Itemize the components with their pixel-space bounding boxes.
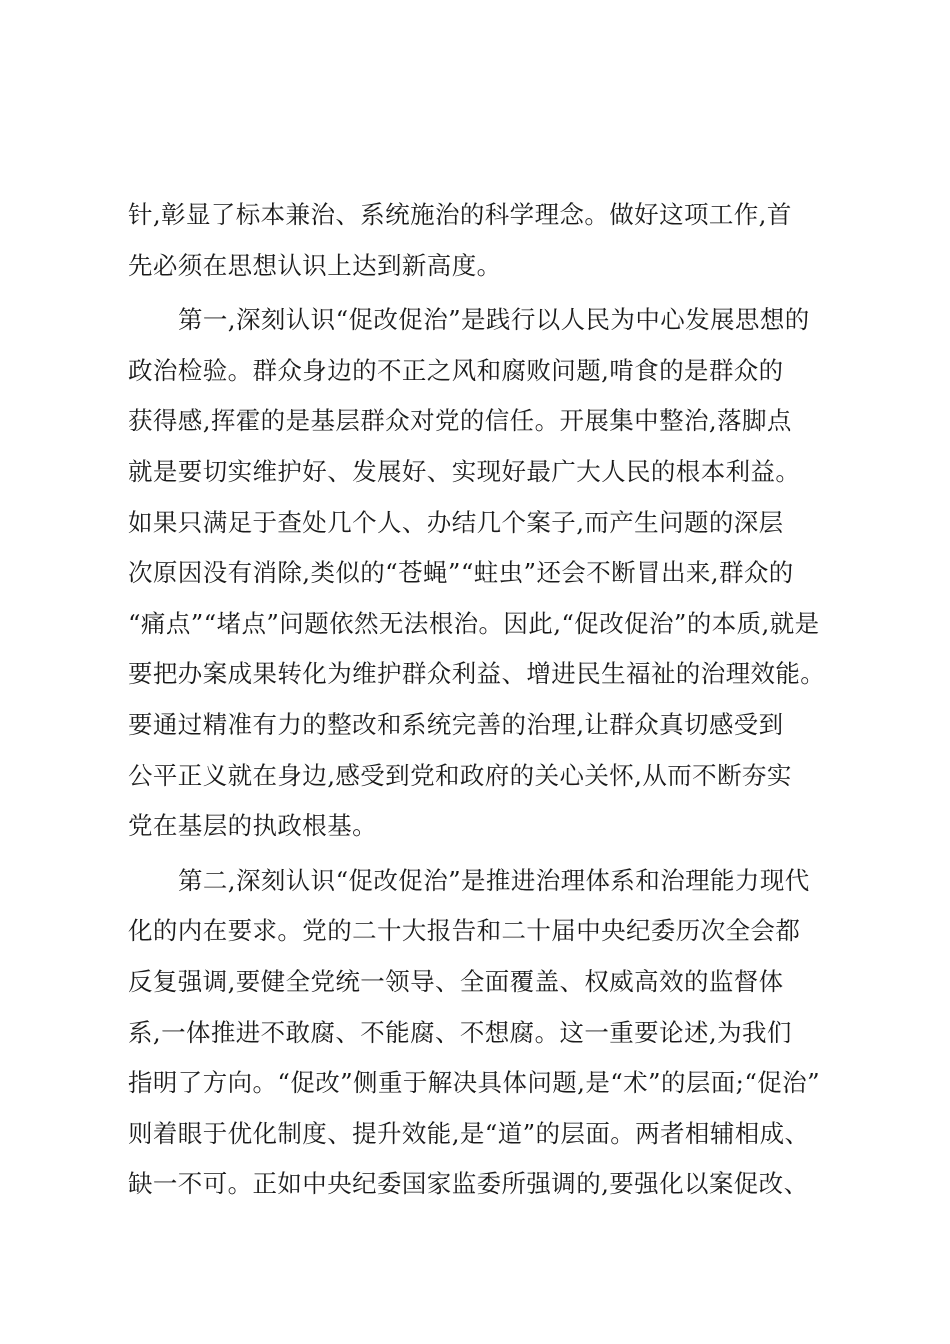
text-line: 化的内在要求。党的二十大报告和二十届中央纪委历次全会都 <box>128 916 801 946</box>
text-line: 公平正义就在身边,感受到党和政府的关心关怀,从而不断夯实 <box>128 760 792 790</box>
text-line: 就是要切实维护好、发展好、实现好最广大人民的根本利益。 <box>128 456 801 486</box>
text-line: 党在基层的执政根基。 <box>128 811 377 841</box>
text-line: 第一,深刻认识“促改促治”是践行以人民为中心发展思想的 <box>178 305 810 335</box>
text-line: 要通过精准有力的整改和系统完善的治理,让群众真切感受到 <box>128 709 784 739</box>
text-line: 获得感,挥霍的是基层群众对党的信任。开展集中整治,落脚点 <box>128 406 792 436</box>
text-line: 政治检验。群众身边的不正之风和腐败问题,啃食的是群众的 <box>128 355 784 385</box>
text-line: “痛点”“堵点”问题依然无法根治。因此,“促改促治”的本质,就是 <box>128 608 820 638</box>
paragraph-3 <box>128 856 838 1210</box>
text-line: 第二,深刻认识“促改促治”是推进治理体系和治理能力现代 <box>178 865 810 895</box>
text-line: 如果只满足于查处几个人、办结几个案子,而产生问题的深层 <box>128 507 784 537</box>
text-line: 反复强调,要健全党统一领导、全面覆盖、权威高效的监督体 <box>128 966 784 996</box>
paragraph-1 <box>128 190 838 291</box>
document-body <box>128 190 838 1214</box>
text-line: 指明了方向。“促改”侧重于解决具体问题,是“术”的层面;“促治” <box>128 1068 820 1098</box>
text-line: 则着眼于优化制度、提升效能,是“道”的层面。两者相辅相成、 <box>128 1118 810 1148</box>
text-line: 先必须在思想认识上达到新高度。 <box>128 250 502 280</box>
text-line: 缺一不可。正如中央纪委国家监委所强调的,要强化以案促改、 <box>128 1169 809 1199</box>
text-line: 系,一体推进不敢腐、不能腐、不想腐。这一重要论述,为我们 <box>128 1017 792 1047</box>
paragraph-2 <box>128 295 838 852</box>
text-line: 针,彰显了标本兼治、系统施治的科学理念。做好这项工作,首 <box>128 200 792 229</box>
text-line: 次原因没有消除,类似的“苍蝇”“蛀虫”还会不断冒出来,群众的 <box>128 558 794 588</box>
text-line: 要把办案成果转化为维护群众利益、增进民生福祉的治理效能。 <box>128 659 826 689</box>
